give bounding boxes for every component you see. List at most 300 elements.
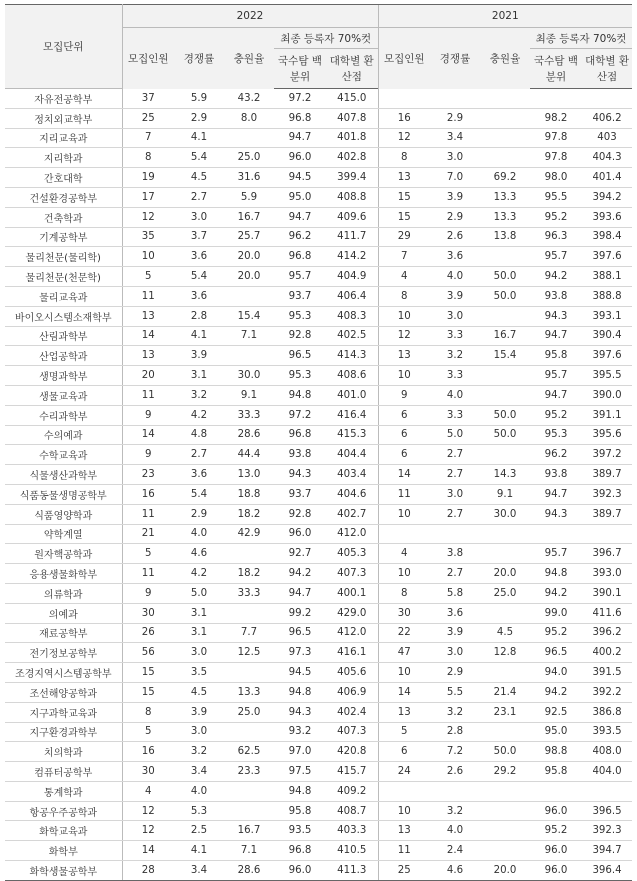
percentile-header-2021: 국수탐 백분위 <box>530 49 582 89</box>
percentile-2022-cell: 97.2 <box>274 89 326 109</box>
table-row <box>5 702 632 722</box>
competition-2022-cell: 4.6 <box>174 544 224 564</box>
percentile-2022-cell: 96.8 <box>274 841 326 861</box>
converted-score-header-2021: 대학별 환산점 <box>582 49 632 89</box>
quota-2022-cell: 26 <box>122 623 174 643</box>
fill-rate-2021-cell <box>480 524 530 544</box>
converted-2022-cell: 400.1 <box>326 583 378 603</box>
converted-2022-cell: 402.7 <box>326 504 378 524</box>
percentile-2021-cell: 95.7 <box>530 247 582 267</box>
quota-2022-cell: 25 <box>122 108 174 128</box>
quota-2021-cell: 10 <box>378 564 430 584</box>
competition-2021-cell: 3.6 <box>430 247 480 267</box>
converted-2021-cell: 390.4 <box>582 326 632 346</box>
percentile-2022-cell: 96.2 <box>274 227 326 247</box>
fill-rate-2021-cell <box>480 841 530 861</box>
competition-2021-cell: 5.0 <box>430 425 480 445</box>
competition-2021-cell: 3.0 <box>430 484 480 504</box>
unit-name-cell: 건설환경공학부 <box>5 187 122 207</box>
percentile-2022-cell: 94.7 <box>274 128 326 148</box>
competition-2022-cell: 3.5 <box>174 663 224 683</box>
competition-2021-cell: 3.6 <box>430 603 480 623</box>
percentile-2022-cell: 94.5 <box>274 168 326 188</box>
competition-2021-cell: 3.3 <box>430 405 480 425</box>
competition-2022-cell: 2.7 <box>174 187 224 207</box>
competition-2022-cell: 3.6 <box>174 465 224 485</box>
percentile-2022-cell: 95.8 <box>274 801 326 821</box>
quota-2022-cell: 20 <box>122 366 174 386</box>
fill-rate-2022-cell: 18.8 <box>224 484 274 504</box>
percentile-2021-cell: 94.2 <box>530 583 582 603</box>
converted-2022-cell: 414.2 <box>326 247 378 267</box>
converted-2022-cell: 401.0 <box>326 385 378 405</box>
converted-2021-cell <box>582 781 632 801</box>
quota-2021-cell: 15 <box>378 207 430 227</box>
table-row <box>5 207 632 227</box>
converted-2021-cell: 390.1 <box>582 583 632 603</box>
quota-2021-cell: 9 <box>378 385 430 405</box>
table-row <box>5 603 632 623</box>
percentile-2021-cell: 94.7 <box>530 385 582 405</box>
competition-2022-cell: 3.9 <box>174 346 224 366</box>
percentile-2022-cell: 93.8 <box>274 445 326 465</box>
converted-2021-cell: 390.0 <box>582 385 632 405</box>
table-row <box>5 445 632 465</box>
converted-2021-cell: 411.6 <box>582 603 632 623</box>
converted-2022-cell: 416.4 <box>326 405 378 425</box>
converted-2022-cell: 408.6 <box>326 366 378 386</box>
percentile-2021-cell: 94.7 <box>530 326 582 346</box>
table-row <box>5 841 632 861</box>
fill-rate-2022-cell: 7.7 <box>224 623 274 643</box>
table-row <box>5 89 632 109</box>
quota-2022-cell: 8 <box>122 702 174 722</box>
percentile-2021-cell: 96.5 <box>530 643 582 663</box>
quota-2021-cell: 47 <box>378 643 430 663</box>
fill-rate-2021-cell: 13.3 <box>480 187 530 207</box>
fill-rate-2021-cell: 14.3 <box>480 465 530 485</box>
converted-2021-cell: 398.4 <box>582 227 632 247</box>
converted-2022-cell: 402.5 <box>326 326 378 346</box>
competition-2022-cell: 3.1 <box>174 623 224 643</box>
converted-2021-cell: 397.6 <box>582 247 632 267</box>
table-row <box>5 623 632 643</box>
percentile-2021-cell <box>530 524 582 544</box>
percentile-2022-cell: 93.5 <box>274 821 326 841</box>
fill-rate-2021-cell: 20.0 <box>480 564 530 584</box>
fill-rate-2022-cell: 16.7 <box>224 821 274 841</box>
fill-rate-2022-cell <box>224 346 274 366</box>
competition-2022-cell: 4.1 <box>174 841 224 861</box>
quota-2021-cell: 10 <box>378 504 430 524</box>
quota-2022-cell: 9 <box>122 583 174 603</box>
percentile-2022-cell: 94.7 <box>274 207 326 227</box>
converted-2022-cell: 399.4 <box>326 168 378 188</box>
competition-2021-cell: 3.0 <box>430 643 480 663</box>
fill-rate-2021-cell <box>480 544 530 564</box>
fill-rate-2021-cell: 9.1 <box>480 484 530 504</box>
converted-2022-cell: 405.3 <box>326 544 378 564</box>
fill-rate-2021-cell <box>480 148 530 168</box>
converted-2022-cell: 404.9 <box>326 267 378 287</box>
competition-2021-cell: 2.9 <box>430 663 480 683</box>
competition-2022-cell: 3.2 <box>174 385 224 405</box>
converted-2021-cell: 395.6 <box>582 425 632 445</box>
converted-2022-cell: 408.8 <box>326 187 378 207</box>
unit-name-cell: 자유전공학부 <box>5 89 122 109</box>
quota-2022-cell: 14 <box>122 425 174 445</box>
quota-2021-cell: 6 <box>378 405 430 425</box>
competition-2022-cell: 4.5 <box>174 682 224 702</box>
fill-rate-2022-cell <box>224 286 274 306</box>
quota-2022-cell: 28 <box>122 861 174 881</box>
percentile-2022-cell: 93.7 <box>274 286 326 306</box>
fill-rate-2021-cell: 69.2 <box>480 168 530 188</box>
competition-2022-cell: 2.7 <box>174 445 224 465</box>
converted-2022-cell: 415.7 <box>326 762 378 782</box>
fill-rate-2021-cell: 25.0 <box>480 583 530 603</box>
converted-2022-cell: 407.3 <box>326 722 378 742</box>
quota-2022-cell: 16 <box>122 484 174 504</box>
competition-2022-cell: 4.0 <box>174 524 224 544</box>
quota-2022-cell: 13 <box>122 306 174 326</box>
quota-header-2021: 모집인원 <box>378 28 430 89</box>
percentile-2021-cell: 95.7 <box>530 366 582 386</box>
percentile-2022-cell: 94.8 <box>274 385 326 405</box>
quota-2022-cell: 17 <box>122 187 174 207</box>
percentile-2021-cell: 97.8 <box>530 148 582 168</box>
fill-rate-2022-cell: 20.0 <box>224 247 274 267</box>
fill-rate-2021-cell <box>480 801 530 821</box>
converted-2022-cell: 408.7 <box>326 801 378 821</box>
fill-rate-2022-cell: 5.9 <box>224 187 274 207</box>
quota-2021-cell: 8 <box>378 148 430 168</box>
competition-2022-cell: 4.5 <box>174 168 224 188</box>
percentile-2021-cell: 96.3 <box>530 227 582 247</box>
unit-name-cell: 바이오시스템소재학부 <box>5 306 122 326</box>
unit-name-cell: 약학계열 <box>5 524 122 544</box>
competition-2022-cell: 3.1 <box>174 603 224 623</box>
year-2022-header: 2022 <box>122 5 378 28</box>
quota-2022-cell: 15 <box>122 663 174 683</box>
percentile-2022-cell: 97.2 <box>274 405 326 425</box>
quota-2021-cell: 11 <box>378 484 430 504</box>
percentile-2021-cell: 98.2 <box>530 108 582 128</box>
percentile-2021-cell: 94.2 <box>530 682 582 702</box>
quota-2021-cell: 12 <box>378 128 430 148</box>
percentile-2022-cell: 92.7 <box>274 544 326 564</box>
fill-rate-2022-cell <box>224 128 274 148</box>
percentile-2021-cell: 95.2 <box>530 821 582 841</box>
fill-rate-2022-cell: 13.3 <box>224 682 274 702</box>
converted-2022-cell: 408.3 <box>326 306 378 326</box>
unit-name-cell: 물리천문(물리학) <box>5 247 122 267</box>
fill-rate-2021-cell: 13.8 <box>480 227 530 247</box>
table-row <box>5 524 632 544</box>
percentile-2021-cell: 96.0 <box>530 801 582 821</box>
unit-name-cell: 식품영양학과 <box>5 504 122 524</box>
quota-2021-cell: 10 <box>378 306 430 326</box>
fill-rate-2021-cell: 20.0 <box>480 861 530 881</box>
table-row <box>5 663 632 683</box>
quota-2021-cell: 30 <box>378 603 430 623</box>
fill-rate-2021-cell: 30.0 <box>480 504 530 524</box>
unit-name-cell: 조경지역시스템공학부 <box>5 663 122 683</box>
quota-2021-cell: 4 <box>378 544 430 564</box>
percentile-2021-cell: 94.3 <box>530 504 582 524</box>
table-row <box>5 148 632 168</box>
fill-rate-2021-cell: 50.0 <box>480 425 530 445</box>
quota-2021-cell: 6 <box>378 742 430 762</box>
table-row <box>5 583 632 603</box>
unit-name-cell: 간호대학 <box>5 168 122 188</box>
competition-2021-cell: 3.3 <box>430 366 480 386</box>
table-row <box>5 484 632 504</box>
competition-2022-cell: 3.7 <box>174 227 224 247</box>
percentile-2021-cell: 95.8 <box>530 346 582 366</box>
table-row <box>5 366 632 386</box>
unit-column-header: 모집단위 <box>5 5 122 89</box>
percentile-2021-cell: 94.7 <box>530 484 582 504</box>
fill-rate-2022-cell: 20.0 <box>224 267 274 287</box>
quota-2021-cell: 12 <box>378 326 430 346</box>
fill-rate-2021-cell <box>480 247 530 267</box>
quota-2021-cell: 8 <box>378 286 430 306</box>
table-body <box>5 89 632 881</box>
percentile-2022-cell: 96.8 <box>274 108 326 128</box>
converted-2022-cell: 411.7 <box>326 227 378 247</box>
competition-2022-cell: 4.2 <box>174 405 224 425</box>
table-row <box>5 405 632 425</box>
converted-2022-cell: 429.0 <box>326 603 378 623</box>
fill-rate-header-2022: 충원율 <box>224 28 274 89</box>
table-row <box>5 128 632 148</box>
competition-2022-cell: 5.4 <box>174 267 224 287</box>
percentile-header-2022: 국수탐 백분위 <box>274 49 326 89</box>
converted-2021-cell: 388.8 <box>582 286 632 306</box>
unit-name-cell: 통계학과 <box>5 781 122 801</box>
competition-2021-cell: 4.0 <box>430 267 480 287</box>
unit-name-cell: 지구환경과학부 <box>5 722 122 742</box>
quota-2021-cell: 4 <box>378 267 430 287</box>
competition-2022-cell: 5.4 <box>174 148 224 168</box>
final-cut-header-2021: 최종 등록자 70%컷 <box>530 28 632 49</box>
competition-2021-cell: 2.4 <box>430 841 480 861</box>
percentile-2021-cell: 94.2 <box>530 267 582 287</box>
competition-2022-cell: 3.9 <box>174 702 224 722</box>
fill-rate-2021-cell <box>480 306 530 326</box>
fill-rate-2021-cell: 50.0 <box>480 286 530 306</box>
quota-2021-cell <box>378 781 430 801</box>
converted-2022-cell: 416.1 <box>326 643 378 663</box>
fill-rate-2021-cell <box>480 603 530 623</box>
converted-2022-cell: 415.3 <box>326 425 378 445</box>
converted-2022-cell: 406.4 <box>326 286 378 306</box>
quota-2022-cell: 5 <box>122 722 174 742</box>
converted-2021-cell: 397.2 <box>582 445 632 465</box>
unit-name-cell: 항공우주공학과 <box>5 801 122 821</box>
quota-2022-cell: 19 <box>122 168 174 188</box>
competition-2021-cell <box>430 781 480 801</box>
percentile-2022-cell: 94.3 <box>274 702 326 722</box>
percentile-2021-cell: 93.8 <box>530 286 582 306</box>
quota-2022-cell: 8 <box>122 148 174 168</box>
percentile-2021-cell: 95.7 <box>530 544 582 564</box>
percentile-2022-cell: 94.8 <box>274 781 326 801</box>
table-row <box>5 227 632 247</box>
percentile-2021-cell: 97.8 <box>530 128 582 148</box>
converted-2021-cell <box>582 89 632 109</box>
table-row <box>5 801 632 821</box>
quota-2021-cell: 6 <box>378 425 430 445</box>
quota-2022-cell: 12 <box>122 207 174 227</box>
quota-2021-cell: 13 <box>378 168 430 188</box>
converted-2022-cell: 415.0 <box>326 89 378 109</box>
fill-rate-2021-cell <box>480 722 530 742</box>
unit-name-cell: 의류학과 <box>5 583 122 603</box>
table-row <box>5 187 632 207</box>
percentile-2022-cell: 94.2 <box>274 564 326 584</box>
fill-rate-2022-cell: 33.3 <box>224 405 274 425</box>
fill-rate-2021-cell <box>480 385 530 405</box>
percentile-2022-cell: 97.5 <box>274 762 326 782</box>
quota-2021-cell: 14 <box>378 465 430 485</box>
quota-2022-cell: 5 <box>122 544 174 564</box>
unit-name-cell: 수리과학부 <box>5 405 122 425</box>
table-header <box>5 5 632 89</box>
competition-2021-cell: 3.4 <box>430 128 480 148</box>
converted-2022-cell: 420.8 <box>326 742 378 762</box>
table-row <box>5 821 632 841</box>
percentile-2022-cell: 96.0 <box>274 861 326 881</box>
converted-2021-cell: 396.4 <box>582 861 632 881</box>
converted-2021-cell: 404.3 <box>582 148 632 168</box>
quota-2021-cell: 16 <box>378 108 430 128</box>
table-row <box>5 762 632 782</box>
unit-name-cell: 전기정보공학부 <box>5 643 122 663</box>
quota-2021-cell: 8 <box>378 583 430 603</box>
percentile-2021-cell <box>530 89 582 109</box>
unit-name-cell: 물리천문(천문학) <box>5 267 122 287</box>
competition-2021-cell: 2.7 <box>430 504 480 524</box>
percentile-2021-cell: 96.0 <box>530 861 582 881</box>
unit-name-cell: 지구과학교육과 <box>5 702 122 722</box>
percentile-2022-cell: 94.8 <box>274 682 326 702</box>
unit-name-cell: 생물교육과 <box>5 385 122 405</box>
quota-2022-cell: 13 <box>122 346 174 366</box>
percentile-2022-cell: 92.8 <box>274 504 326 524</box>
converted-2021-cell: 408.0 <box>582 742 632 762</box>
competition-2022-cell: 2.8 <box>174 306 224 326</box>
unit-name-cell: 화학부 <box>5 841 122 861</box>
competition-2022-cell: 3.1 <box>174 366 224 386</box>
competition-2021-cell <box>430 89 480 109</box>
converted-2021-cell: 392.3 <box>582 484 632 504</box>
converted-2022-cell: 404.6 <box>326 484 378 504</box>
table-row <box>5 425 632 445</box>
percentile-2022-cell: 94.3 <box>274 465 326 485</box>
table-row <box>5 722 632 742</box>
fill-rate-2021-cell <box>480 445 530 465</box>
converted-2021-cell: 393.6 <box>582 207 632 227</box>
unit-name-cell: 응용생물화학부 <box>5 564 122 584</box>
competition-2022-cell: 3.6 <box>174 286 224 306</box>
percentile-2021-cell: 94.8 <box>530 564 582 584</box>
converted-2022-cell: 410.5 <box>326 841 378 861</box>
competition-2021-cell: 3.2 <box>430 702 480 722</box>
quota-2021-cell: 13 <box>378 346 430 366</box>
quota-2021-cell: 29 <box>378 227 430 247</box>
quota-2022-cell: 14 <box>122 841 174 861</box>
fill-rate-2022-cell: 12.5 <box>224 643 274 663</box>
fill-rate-2022-cell: 18.2 <box>224 564 274 584</box>
fill-rate-2021-cell: 50.0 <box>480 405 530 425</box>
converted-2022-cell: 407.8 <box>326 108 378 128</box>
competition-2022-cell: 3.6 <box>174 247 224 267</box>
converted-2022-cell: 412.0 <box>326 623 378 643</box>
competition-2022-cell: 3.2 <box>174 742 224 762</box>
competition-2021-cell: 4.6 <box>430 861 480 881</box>
quota-2022-cell: 56 <box>122 643 174 663</box>
competition-header-2022: 경쟁률 <box>174 28 224 89</box>
fill-rate-2022-cell: 13.0 <box>224 465 274 485</box>
converted-2021-cell: 394.7 <box>582 841 632 861</box>
percentile-2021-cell: 95.2 <box>530 405 582 425</box>
converted-2021-cell: 401.4 <box>582 168 632 188</box>
competition-2022-cell: 4.8 <box>174 425 224 445</box>
unit-name-cell: 수의예과 <box>5 425 122 445</box>
table-row <box>5 168 632 188</box>
year-2021-header: 2021 <box>378 5 632 28</box>
competition-2021-cell: 2.7 <box>430 465 480 485</box>
converted-2021-cell: 389.7 <box>582 465 632 485</box>
competition-2021-cell: 2.9 <box>430 207 480 227</box>
competition-2021-cell: 2.6 <box>430 227 480 247</box>
fill-rate-2022-cell: 9.1 <box>224 385 274 405</box>
competition-2021-cell: 3.8 <box>430 544 480 564</box>
competition-2021-cell: 5.8 <box>430 583 480 603</box>
quota-2022-cell: 11 <box>122 504 174 524</box>
percentile-2022-cell: 95.3 <box>274 306 326 326</box>
converted-2022-cell: 402.8 <box>326 148 378 168</box>
unit-name-cell: 지리학과 <box>5 148 122 168</box>
competition-2022-cell: 2.9 <box>174 504 224 524</box>
fill-rate-2022-cell: 25.0 <box>224 148 274 168</box>
quota-2022-cell: 37 <box>122 89 174 109</box>
quota-2021-cell: 22 <box>378 623 430 643</box>
converted-2021-cell: 386.8 <box>582 702 632 722</box>
percentile-2022-cell: 95.0 <box>274 187 326 207</box>
fill-rate-2021-cell: 12.8 <box>480 643 530 663</box>
converted-2021-cell: 392.3 <box>582 821 632 841</box>
unit-name-cell: 산업공학과 <box>5 346 122 366</box>
percentile-2022-cell: 93.7 <box>274 484 326 504</box>
fill-rate-2021-cell: 29.2 <box>480 762 530 782</box>
competition-2022-cell: 5.3 <box>174 801 224 821</box>
converted-2021-cell: 404.0 <box>582 762 632 782</box>
percentile-2022-cell: 97.3 <box>274 643 326 663</box>
unit-name-cell: 치의학과 <box>5 742 122 762</box>
unit-name-cell: 지리교육과 <box>5 128 122 148</box>
quota-2022-cell: 30 <box>122 762 174 782</box>
competition-header-2021: 경쟁률 <box>430 28 480 89</box>
converted-2021-cell: 393.5 <box>582 722 632 742</box>
converted-2022-cell: 404.4 <box>326 445 378 465</box>
quota-2022-cell: 35 <box>122 227 174 247</box>
converted-2021-cell: 393.0 <box>582 564 632 584</box>
unit-name-cell: 정치외교학부 <box>5 108 122 128</box>
table-row <box>5 564 632 584</box>
